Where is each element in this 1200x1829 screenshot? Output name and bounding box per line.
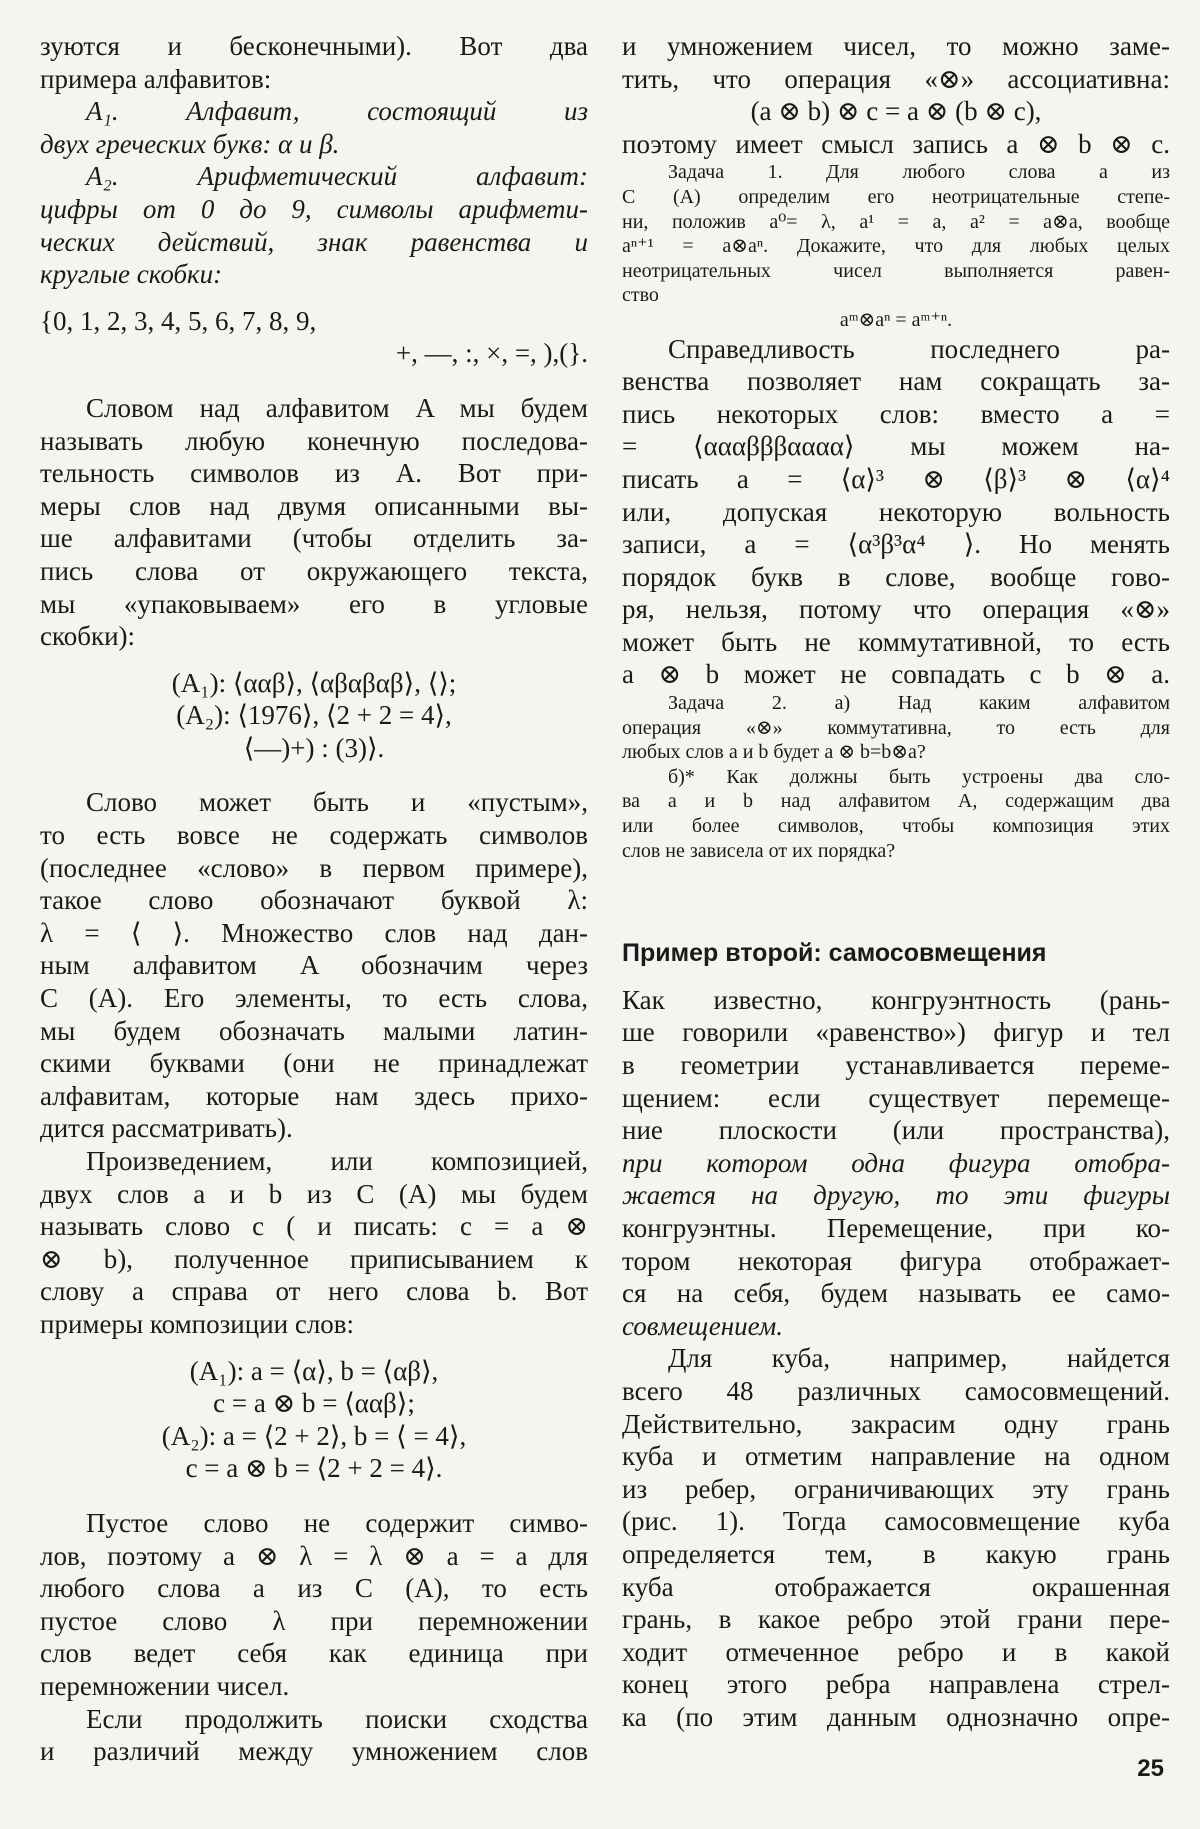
text-line: круглые скобки: (40, 259, 223, 290)
text-line: ря, нельзя, потому что операция «⊗» (622, 594, 1170, 625)
text-line: (A₂): ⟨1976⟩, ⟨2 + 2 = 4⟩, (176, 700, 452, 731)
text-line: пись некоторых слов: вместо a = (622, 398, 1170, 429)
text-line: ⟨—)+) : (3)⟩. (243, 732, 385, 763)
text-line: = ⟨αααβββαααα⟩ мы можем на- (622, 431, 1170, 462)
text-line: венства позволяет нам сокращать за- (622, 366, 1170, 397)
text-line: ся на себя, будем называть ее само- (622, 1278, 1170, 1309)
text-line: ни, положив a⁰= λ, a¹ = a, a² = a⊗a, вообще (622, 210, 1170, 233)
spacer (40, 370, 588, 392)
text-line: примера алфавитов: (40, 63, 272, 94)
text-line: λ = ⟨ ⟩. Множество слов над дан- (40, 917, 588, 948)
text-line: в геометрии устанавливается переме- (622, 1050, 1170, 1080)
text-line: алфавитам, которые нам здесь прихо- (40, 1080, 588, 1111)
text-line: Слово может быть и «пустым», (86, 787, 588, 818)
text-line: грань, в какое ребро этой грани пере- (622, 1604, 1170, 1635)
section-heading: Пример второй: самосовмещения (622, 939, 1047, 968)
text-line: определяется тем, в какую грань (622, 1538, 1170, 1569)
text-line: +, —, :, ×, =, ),(}. (395, 338, 588, 369)
text-line: писать a = ⟨α⟩³ ⊗ ⟨β⟩³ ⊗ ⟨α⟩⁴ (622, 463, 1170, 494)
text-line: операция «⊗» коммутативна, то есть для (622, 716, 1170, 739)
text-line: такое слово обозначают буквой λ: (40, 885, 588, 916)
spacer (40, 1341, 588, 1355)
text-line: (последнее «слово» в первом примере), (40, 852, 588, 883)
text-line: (A₁): a = ⟨α⟩, b = ⟨αβ⟩, (189, 1355, 439, 1386)
text-line: куба отображается окрашенная (622, 1571, 1170, 1602)
text-line: примеры композиции слов: (40, 1308, 355, 1339)
text-line: цифры от 0 до 9, символы арифмети- (40, 193, 588, 224)
text-line: тором некоторая фигура отображает- (622, 1245, 1170, 1276)
text-line: (рис. 1). Тогда самосовмещение куба (622, 1506, 1170, 1537)
text-line: Справедливость последнего ра- (668, 333, 1170, 364)
text-line: A₁. Алфавит, состоящий из (86, 96, 588, 127)
text-line: мы будем обозначать малыми латин- (40, 1015, 588, 1046)
text-line: тельность символов из A. Вот при- (40, 458, 588, 489)
text-line: слов не зависела от их порядка? (622, 839, 896, 862)
text-line: куба и отметим направление на одном (622, 1441, 1170, 1472)
text-line: любых слов a и b будет a ⊗ b=b⊗a? (622, 741, 926, 764)
text-line: c = a ⊗ b = ⟨2 + 2 = 4⟩. (185, 1453, 443, 1484)
text-line: конгруэнтны. Перемещение, при ко- (622, 1212, 1170, 1243)
text-line: aᵐ⊗aⁿ = aᵐ⁺ⁿ. (839, 308, 953, 331)
text-line: любого слова a из C (A), то есть (40, 1573, 588, 1604)
text-line: из ребер, ограничивающих эту грань (622, 1473, 1170, 1504)
text-line: c = a ⊗ b = ⟨ααβ⟩; (213, 1388, 415, 1419)
text-line: ние плоскости (или пространства), (622, 1115, 1170, 1146)
text-line: ше алфавитами (чтобы отделить за- (40, 523, 588, 554)
text-line: порядок букв в слове, вообще гово- (622, 561, 1170, 592)
text-line: записи, a = ⟨α³β³α⁴ ⟩. Но менять (622, 529, 1170, 560)
text-line: (A₂): a = ⟨2 + 2⟩, b = ⟨ = 4⟩, (161, 1420, 467, 1451)
text-line: Задача 1. Для любого слова a из (668, 161, 1170, 184)
text-line: Как известно, конгруэнтность (рань- (622, 984, 1170, 1015)
text-line: и различий между умножением слов (40, 1736, 588, 1767)
text-line: всего 48 различных самосовмещений. (622, 1375, 1170, 1406)
text-line: дится рассматривать). (40, 1113, 293, 1144)
text-line: совмещением. (622, 1310, 783, 1341)
text-line: Задача 2. а) Над каким алфавитом (668, 692, 1170, 715)
text-line: зуются и бесконечными). Вот два (40, 31, 588, 61)
text-line: пустое слово λ при перемножении (40, 1605, 588, 1636)
text-line: лов, поэтому a ⊗ λ = λ ⊗ a = a для (40, 1540, 588, 1571)
text-line: слову a справа от него слова b. Вот (40, 1276, 588, 1307)
text-line: может быть не коммутативной, то есть (622, 626, 1170, 657)
text-line: называть слово c ( и писать: c = a ⊗ (40, 1211, 588, 1242)
text-line: пись слова от окружающего текста, (40, 555, 588, 586)
text-line: слов ведет себя как единица при (40, 1638, 588, 1669)
text-line: жается на другую, то эти фигуры (622, 1180, 1170, 1211)
text-line: {0, 1, 2, 3, 4, 5, 6, 7, 8, 9, (40, 305, 317, 336)
text-line: ство (622, 284, 659, 307)
spacer (40, 291, 588, 305)
text-line: C (A). Его элементы, то есть слова, (40, 983, 588, 1014)
text-line: Действительно, закрасим одну грань (622, 1408, 1170, 1439)
text-line: то есть вовсе не содержать символов (40, 820, 588, 851)
spacer (40, 764, 588, 786)
text-line: скобки): (40, 621, 136, 652)
text-line: поэтому имеет смысл запись a ⊗ b ⊗ c. (622, 128, 1170, 159)
text-line: Для куба, например, найдется (668, 1343, 1170, 1374)
text-line: мы «упаковываем» его в угловые (40, 588, 588, 619)
text-line: A₂. Арифметический алфавит: (86, 161, 588, 192)
spacer (40, 653, 588, 667)
text-line: ческих действий, знак равенства и (40, 226, 588, 257)
text-line: Если продолжить поиски сходства (86, 1703, 588, 1734)
text-line: неотрицательных чисел выполняется равен- (622, 259, 1170, 282)
text-line: при котором одна фигура отобра- (622, 1147, 1170, 1178)
text-line: конец этого ребра направлена стрел- (622, 1669, 1170, 1700)
text-line: б)* Как должны быть устроены два сло- (668, 765, 1170, 788)
text-line: или, допуская некоторую вольность (622, 496, 1170, 527)
text-line: тить, что операция «⊗» ассоциативна: (622, 63, 1170, 94)
text-line: ходит отмеченное ребро и в какой (622, 1636, 1170, 1667)
text-line: a ⊗ b может не совпадать с b ⊗ a. (622, 659, 1170, 690)
text-line: ва a и b над алфавитом A, содержащим два (622, 790, 1170, 813)
text-line: ным алфавитом A обозначим через (40, 950, 588, 981)
text-line: щением: если существует перемеще- (622, 1082, 1170, 1113)
text-line: (A₁): ⟨ααβ⟩, ⟨αβαβαβ⟩, ⟨⟩; (171, 667, 457, 698)
spacer (622, 863, 1170, 937)
page-number: 25 (1137, 1755, 1164, 1782)
text-line: и умножением чисел, то можно заме- (622, 31, 1170, 61)
right-column (622, 30, 1170, 1733)
text-line: Произведением, или композицией, (86, 1146, 588, 1176)
text-line: меры слов над двумя описанными вы- (40, 490, 588, 521)
text-line: двух слов a и b из C (A) мы будем (40, 1178, 588, 1209)
text-line: C (A) определим его неотрицательные степе- (622, 185, 1170, 208)
text-line: Пустое слово не содержит симво- (86, 1507, 588, 1538)
text-line: или более символов, чтобы композиция этих (622, 815, 1170, 838)
text-line: ка (по этим данным однозначно опре- (622, 1701, 1170, 1732)
text-line: называть любую конечную последова- (40, 425, 588, 456)
text-line: скими буквами (они не принадлежат (40, 1048, 588, 1079)
text-line: ⊗ b), полученное приписыванием к (40, 1243, 588, 1274)
text-line: перемножении чисел. (40, 1670, 290, 1701)
text-line: двух греческих букв: α и β. (40, 128, 340, 159)
text-line: Словом над алфавитом A мы будем (86, 392, 588, 423)
left-column (40, 30, 588, 1768)
text-line: aⁿ⁺¹ = a⊗aⁿ. Докажите, что для любых целых (622, 235, 1170, 258)
spacer (40, 1485, 588, 1507)
text-line: (a ⊗ b) ⊗ c = a ⊗ (b ⊗ c), (750, 96, 1042, 127)
spacer (622, 970, 1170, 984)
text-line: ше говорили «равенство») фигур и тел (622, 1017, 1170, 1048)
